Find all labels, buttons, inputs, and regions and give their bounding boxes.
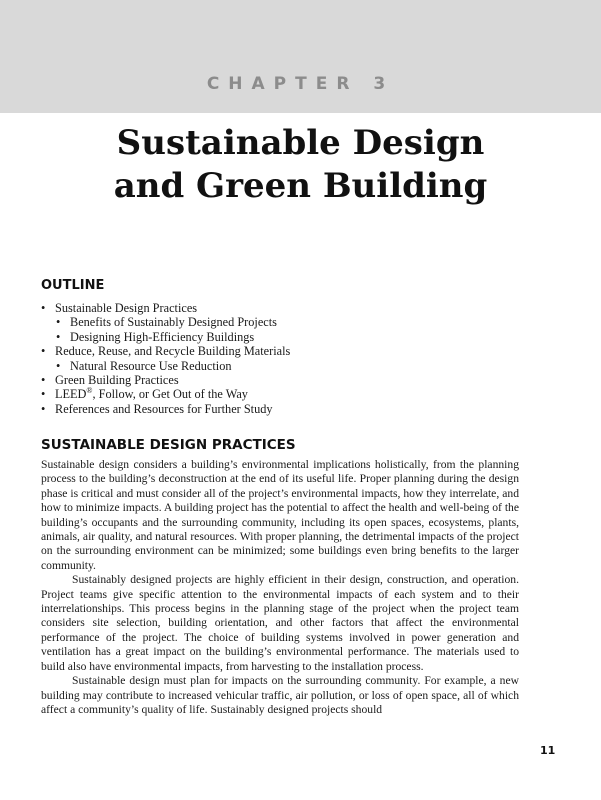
outline-heading: OUTLINE <box>41 278 105 293</box>
outline-item: • References and Resources for Further Study <box>41 402 561 416</box>
paragraph: Sustainable design must plan for impacts on the surrounding community. For example, a new building may contribute to increased vehicular traffic, air pollution, or loss of open space, all of which affect a community’s quality of life. Sustainably designed projects should <box>41 674 519 716</box>
page-number: 11 <box>540 744 556 757</box>
outline-subitem: • Benefits of Sustainably Designed Projects <box>41 315 561 329</box>
chapter-title-line-1: Sustainable Design <box>116 123 485 163</box>
outline-item <box>41 387 561 401</box>
outline-item: • Reduce, Reuse, and Recycle Building Materials <box>41 344 561 358</box>
paragraph: Sustainably designed projects are highly efficient in their design, construction, and operation. Project teams give specific attention to the environmental impacts of each system and to their interrelationships. This process begins in the planning stage of the project when the project team considers site selection, building orientation, and other factors that affect the environmental performance of the project. The choice of building systems involved in power generation and ventilation has a great impact on the building’s environmental performance. The materials used to build also have environmental impacts, from harvesting to the installation process. <box>41 573 519 673</box>
chapter-title <box>0 122 601 208</box>
outline-item-leed-rest: , Follow, or Get Out of the Way <box>92 387 248 402</box>
section-heading: SUSTAINABLE DESIGN PRACTICES <box>41 437 296 453</box>
registered-mark: ® <box>86 386 93 396</box>
chapter-header-band <box>0 0 601 113</box>
paragraph: Sustainable design considers a building’s environmental implications holistically, from the planning process to the building’s deconstruction at the end of its useful life. Proper planning during the design phase is critical and must consider all of the project’s environmental impacts, how they interrelate, and how to minimize impacts. A building project has the potential to affect the health and well-being of the building’s occupants and the surrounding community, including its open spaces, ecosystems, plants, animals, air quality, and natural resources. With proper planning, the detrimental impacts of the project on the surrounding environment can be minimized; some buildings even bring benefits to the larger community. <box>41 458 519 572</box>
body-text <box>41 458 519 717</box>
outline-item: • Sustainable Design Practices <box>41 301 561 315</box>
outline-subitem: • Designing High-Efficiency Buildings <box>41 330 561 344</box>
outline-item-leed: LEED <box>55 387 87 402</box>
outline-item: • Green Building Practices <box>41 373 561 387</box>
chapter-label: CHAPTER 3 <box>206 74 395 94</box>
outline-subitem: • Natural Resource Use Reduction <box>41 359 561 373</box>
chapter-title-line-2: and Green Building <box>113 166 488 206</box>
outline-list <box>41 301 561 416</box>
